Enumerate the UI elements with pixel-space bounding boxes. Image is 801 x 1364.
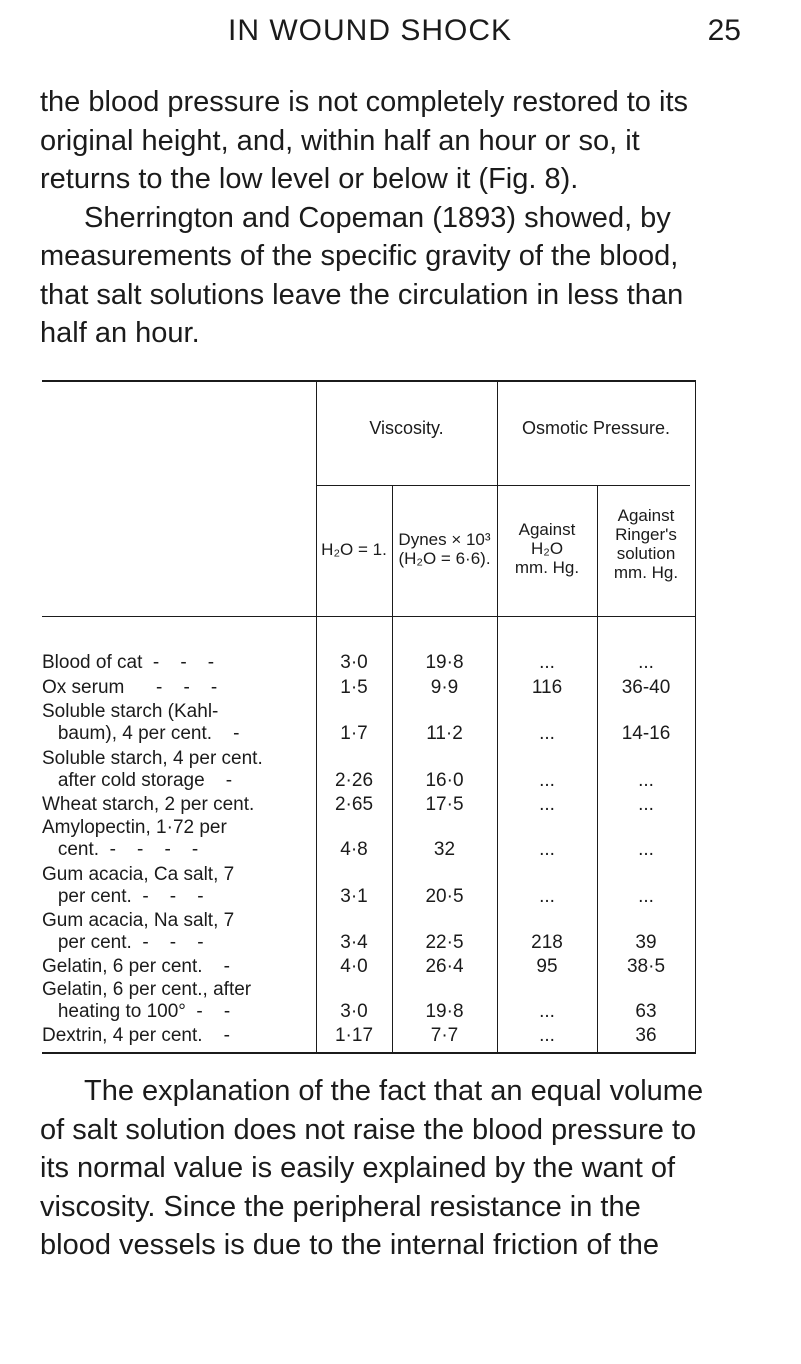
row-label: Gelatin, 6 per cent. - — [42, 956, 230, 977]
cell-against-ringer: ... — [638, 652, 654, 673]
text-line: original height, and, within half an hour or so, it — [40, 124, 640, 157]
row-label: Gum acacia, Ca salt, 7 per cent. - - - — [42, 864, 235, 907]
cell-against-ringer: ... — [638, 886, 654, 907]
cell-h2o: 3·4 — [340, 932, 368, 953]
cell-dynes: 7·7 — [430, 1025, 459, 1046]
cell-h2o: 1·5 — [340, 677, 368, 698]
cell-h2o: 1·17 — [334, 1025, 374, 1046]
row-label: Gelatin, 6 per cent., after heating to 100° - - — [42, 979, 252, 1022]
cell-against-ringer: 38·5 — [626, 956, 666, 977]
cell-against-water: 116 — [531, 677, 563, 698]
paragraph-top — [40, 83, 764, 353]
text-line: the blood pressure is not completely restored to its — [40, 86, 688, 118]
cell-h2o: 3·0 — [340, 652, 368, 673]
row-label: Ox serum - - - — [42, 677, 218, 698]
cell-against-ringer: 14-16 — [621, 723, 671, 744]
text-line: that salt solutions leave the circulation in less than — [40, 278, 684, 311]
text-line: returns to the low level or below it (Fig. 8). — [40, 163, 579, 195]
cell-against-water: ... — [539, 1025, 555, 1046]
text-line: measurements of the specific gravity of the blood, — [40, 240, 679, 272]
cell-h2o: 3·1 — [340, 886, 368, 907]
row-label: Soluble starch, 4 per cent. after cold storage - — [42, 748, 263, 791]
text-line: viscosity. Since the peripheral resistance in the — [40, 1190, 641, 1223]
table-rule — [42, 380, 696, 382]
cell-dynes: 11·2 — [426, 723, 463, 744]
column-header-against-ringer: Against Ringer's solution mm. Hg. — [613, 506, 679, 582]
cell-dynes: 19·8 — [425, 652, 464, 673]
cell-against-water: 218 — [531, 932, 563, 953]
row-label: Soluble starch (Kahl- baum), 4 per cent. - — [42, 701, 240, 744]
text-line: half an hour. — [40, 317, 200, 349]
table-rule — [695, 380, 696, 1054]
cell-h2o: 4·0 — [340, 956, 368, 977]
paragraph-bottom — [40, 1072, 764, 1265]
text-line: blood vessels is due to the internal friction of the — [40, 1229, 660, 1261]
text-line: Sherrington and Copeman (1893) showed, by — [84, 201, 671, 234]
cell-dynes: 32 — [433, 839, 456, 860]
cell-dynes: 16·0 — [425, 770, 464, 791]
page-number: 25 — [707, 14, 741, 47]
cell-against-water: ... — [539, 794, 555, 815]
cell-against-ringer: ... — [638, 770, 654, 791]
cell-h2o: 2·26 — [334, 770, 374, 791]
cell-dynes: 19·8 — [425, 1001, 464, 1022]
column-header-dynes: Dynes × 10³ (H₂O = 6·6). — [398, 530, 491, 568]
row-label: Gum acacia, Na salt, 7 per cent. - - - — [42, 910, 235, 953]
cell-h2o: 1·7 — [340, 723, 368, 744]
table-rule — [316, 485, 690, 486]
viscosity-group-header: Viscosity. — [369, 418, 444, 438]
row-label: Blood of cat - - - — [42, 652, 215, 673]
cell-against-ringer: 36 — [635, 1025, 657, 1046]
cell-h2o: 4·8 — [340, 839, 368, 860]
cell-h2o: 3·0 — [340, 1001, 368, 1022]
cell-dynes: 9·9 — [430, 677, 459, 698]
cell-against-water: ... — [539, 839, 555, 860]
column-header-against-water: Against H₂O mm. Hg. — [514, 520, 580, 577]
row-label: Dextrin, 4 per cent. - — [42, 1025, 230, 1046]
cell-dynes: 26·4 — [425, 956, 464, 977]
cell-against-ringer: 63 — [635, 1001, 657, 1022]
cell-against-water: ... — [539, 886, 555, 907]
text-line: of salt solution does not raise the blood pressure to — [40, 1113, 697, 1146]
cell-against-water: ... — [539, 1001, 555, 1022]
row-label: Wheat starch, 2 per cent. — [42, 794, 255, 815]
row-label: Amylopectin, 1·72 per cent. - - - - — [42, 817, 227, 860]
cell-against-water: ... — [539, 770, 555, 791]
cell-dynes: 22·5 — [425, 932, 464, 953]
cell-against-water: ... — [539, 652, 555, 673]
cell-against-ringer: ... — [638, 839, 654, 860]
cell-against-ringer: 39 — [635, 932, 657, 953]
cell-dynes: 20·5 — [425, 886, 464, 907]
osmotic-group-header: Osmotic Pressure. — [521, 418, 671, 438]
running-title: IN WOUND SHOCK — [228, 14, 512, 47]
cell-h2o: 2·65 — [334, 794, 374, 815]
text-line: its normal value is easily explained by the want of — [40, 1152, 676, 1184]
cell-against-water: 95 — [536, 956, 558, 977]
page-header — [0, 14, 801, 58]
viscosity-table — [42, 380, 696, 1055]
text-line: The explanation of the fact that an equal volume — [84, 1075, 704, 1107]
cell-against-ringer: ... — [638, 794, 654, 815]
column-header-h2o: H₂O = 1. — [321, 540, 387, 559]
cell-against-water: ... — [539, 723, 555, 744]
cell-dynes: 17·5 — [425, 794, 464, 815]
cell-against-ringer: 36-40 — [621, 677, 671, 698]
